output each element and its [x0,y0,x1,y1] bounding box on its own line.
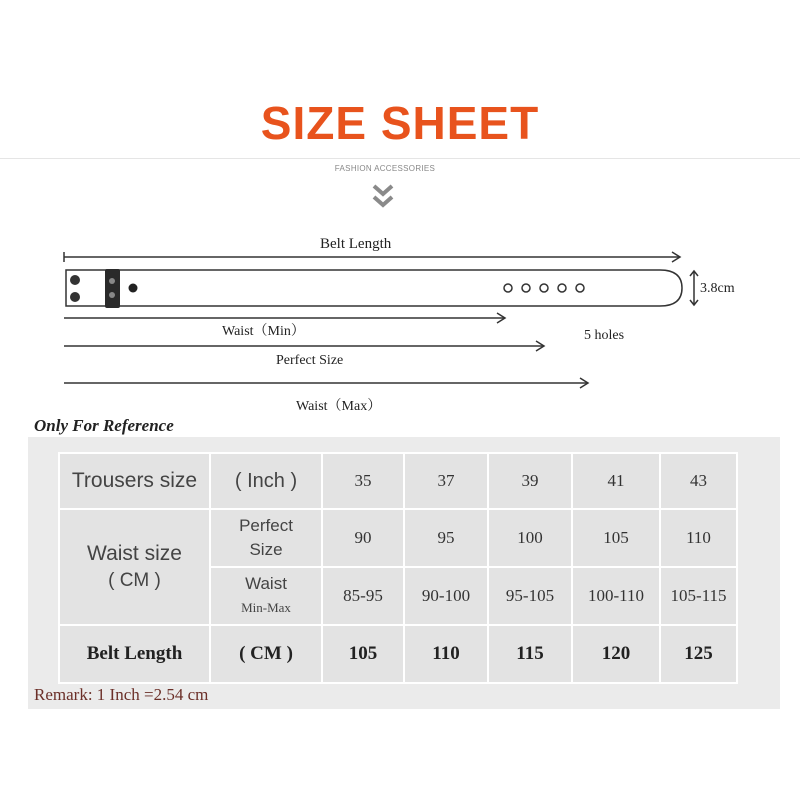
belt-strap [66,270,682,306]
perfect-size-label [210,509,322,567]
page-title: SIZE SHEET [260,97,540,149]
belt-diagram [0,225,800,420]
trousers-size-label: Trousers size [59,453,210,509]
belt-hole [558,284,566,292]
table-cell: 95 [404,509,488,567]
inch-unit-label: ( Inch ) [210,453,322,509]
table-cell: 43 [660,453,737,509]
perfect-size-label: Perfect Size [276,353,344,368]
waist-size-label [59,509,210,625]
belt-hole [540,284,548,292]
holes-label: 5 holes [584,328,625,343]
belt-length-label: Belt Length [320,236,392,252]
table-cell: 105-115 [660,567,737,625]
table-cell: 85-95 [322,567,404,625]
waist-max-label: Waist（Max） [296,399,382,414]
belt-length-unit: ( CM ) [210,625,322,683]
subtitle: FASHION ACCESSORIES [334,164,436,173]
size-table [58,452,738,684]
table-row [59,453,737,509]
waist-range-label [210,567,322,625]
waist-range-text: Waist [245,574,287,593]
divider [0,158,800,159]
table-row [59,509,737,567]
reference-note: Only For Reference [34,416,174,435]
table-row [59,625,737,683]
buckle-icon [70,269,138,308]
table-cell: 120 [572,625,660,683]
table-cell: 125 [660,625,737,683]
belt-width-label: 3.8cm [700,281,735,296]
waist-min-label: Waist（Min） [222,324,305,339]
perfect-size-text: Size [249,540,283,559]
table-cell: 105 [572,509,660,567]
waist-size-text: Waist size [87,542,182,565]
belt-hole [504,284,512,292]
waist-size-unit: ( CM ) [108,570,161,591]
table-cell: 110 [660,509,737,567]
table-cell: 105 [322,625,404,683]
belt-hole [522,284,530,292]
waist-range-text: Min-Max [241,600,291,615]
table-cell: 41 [572,453,660,509]
table-cell: 115 [488,625,572,683]
table-cell: 95-105 [488,567,572,625]
table-cell: 100 [488,509,572,567]
table-cell: 39 [488,453,572,509]
remark-note: Remark: 1 Inch =2.54 cm [34,685,209,704]
table-cell: 90-100 [404,567,488,625]
table-cell: 90 [322,509,404,567]
table-cell: 37 [404,453,488,509]
perfect-size-text: Perfect [239,516,293,535]
belt-length-row-label: Belt Length [59,625,210,683]
table-cell: 100-110 [572,567,660,625]
belt-hole [576,284,584,292]
table-cell: 110 [404,625,488,683]
table-cell: 35 [322,453,404,509]
chevron-down-icon [371,183,395,213]
